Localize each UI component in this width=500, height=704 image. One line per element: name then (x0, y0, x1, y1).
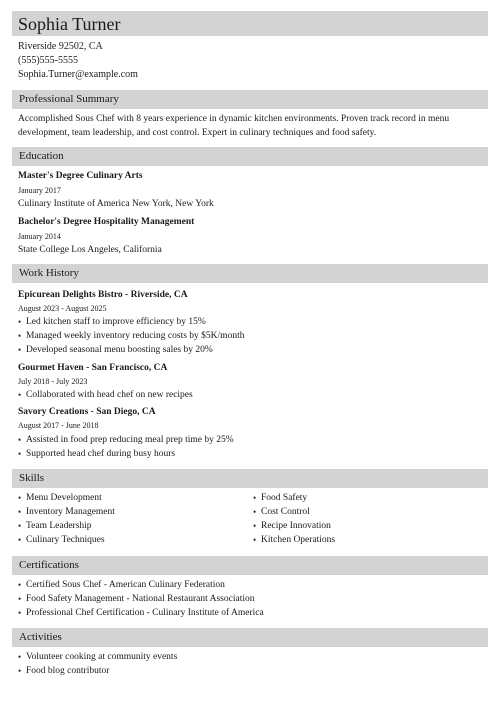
list-item: • Food blog contributor (18, 664, 177, 678)
job-dates: August 2023 - August 2025 (18, 304, 107, 313)
skill-item: • Cost Control (253, 505, 335, 519)
job-bullets (18, 433, 234, 461)
job-dates: August 2017 - June 2018 (18, 421, 99, 430)
education-school: State College Los Angeles, California (18, 245, 162, 255)
skills-list-left (18, 491, 115, 547)
education-degree: Bachelor's Degree Hospitality Management (18, 217, 195, 227)
list-item: • Managed weekly inventory reducing costs by $5K/month (18, 329, 244, 343)
section-header-activities (12, 628, 488, 647)
skill-item: • Team Leadership (18, 519, 115, 533)
skills-list-right (253, 491, 335, 547)
name-banner (12, 11, 488, 36)
skill-item: • Food Safety (253, 491, 335, 505)
section-header-education (12, 147, 488, 166)
education-date: January 2014 (18, 232, 61, 241)
skill-item: • Menu Development (18, 491, 115, 505)
list-item: • Collaborated with head chef on new recipes (18, 388, 193, 402)
education-degree: Master's Degree Culinary Arts (18, 171, 143, 181)
list-item: • Led kitchen staff to improve efficiency by 15% (18, 315, 244, 329)
education-school: Culinary Institute of America New York, New York (18, 199, 214, 209)
skill-item: • Recipe Innovation (253, 519, 335, 533)
job-heading: Gourmet Haven - San Francisco, CA (18, 363, 168, 373)
section-header-skills (12, 469, 488, 488)
job-heading: Epicurean Delights Bistro - Riverside, CA (18, 290, 188, 300)
skill-item: • Kitchen Operations (253, 533, 335, 547)
job-bullets (18, 388, 193, 402)
list-item: • Volunteer cooking at community events (18, 650, 177, 664)
section-header-work (12, 264, 488, 283)
section-title-education: Education (19, 150, 64, 162)
education-date: January 2017 (18, 186, 61, 195)
candidate-name: Sophia Turner (18, 14, 121, 34)
list-item: • Certified Sous Chef - American Culinary Federation (18, 578, 264, 592)
list-item: • Supported head chef during busy hours (18, 447, 234, 461)
section-title-work: Work History (19, 267, 79, 279)
list-item: • Food Safety Management - National Restaurant Association (18, 592, 264, 606)
skill-item: • Culinary Techniques (18, 533, 115, 547)
skill-item: • Inventory Management (18, 505, 115, 519)
job-bullets (18, 315, 244, 357)
section-title-certifications: Certifications (19, 559, 79, 571)
certifications-list (18, 578, 264, 620)
list-item: • Assisted in food prep reducing meal prep time by 25% (18, 433, 234, 447)
section-title-activities: Activities (19, 631, 62, 643)
section-title-summary: Professional Summary (19, 93, 119, 105)
contact-email: Sophia.Turner@example.com (18, 69, 138, 80)
contact-phone: (555)555-5555 (18, 55, 78, 66)
section-header-certifications (12, 556, 488, 575)
section-header-summary (12, 90, 488, 109)
contact-address: Riverside 92502, CA (18, 41, 103, 52)
job-heading: Savory Creations - San Diego, CA (18, 407, 156, 417)
summary-text: Accomplished Sous Chef with 8 years experience in dynamic kitchen environments. Proven track record in menu development, team leadership, and cost control. Expert in culinary techniques and food safety. (18, 114, 450, 138)
job-dates: July 2018 - July 2023 (18, 377, 88, 386)
section-title-skills: Skills (19, 472, 45, 484)
activities-list (18, 650, 177, 678)
list-item: • Developed seasonal menu boosting sales by 20% (18, 343, 244, 357)
list-item: • Professional Chef Certification - Culinary Institute of America (18, 606, 264, 620)
